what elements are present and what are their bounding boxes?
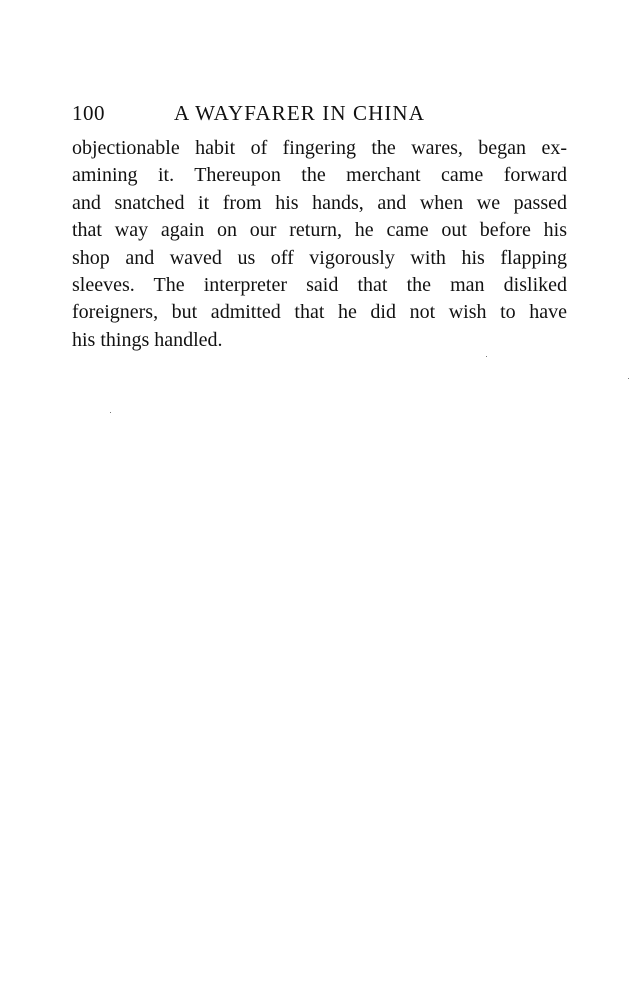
text-line: foreigners, but admitted that he did not wish to have	[72, 301, 567, 324]
text-line: his things handled.	[72, 328, 223, 351]
text-line: sleeves. The interpreter said that the man disliked	[72, 273, 567, 296]
scan-speck	[110, 412, 111, 413]
text-line: objectionable habit of fingering the wares, began ex-	[72, 137, 567, 159]
text-line: amining it. Thereupon the merchant came forward	[72, 164, 567, 187]
running-title: A WAYFARER IN CHINA	[174, 101, 425, 125]
text-line: and snatched it from his hands, and when we passed	[72, 191, 567, 214]
page-number: 100	[72, 101, 105, 125]
running-head	[72, 98, 572, 128]
text-line: shop and waved us off vigorously with his flapping	[72, 246, 567, 269]
scan-speck	[486, 356, 487, 357]
body-paragraph	[72, 135, 567, 354]
scan-speck	[628, 378, 629, 379]
text-line: that way again on our return, he came out before his	[72, 219, 567, 242]
